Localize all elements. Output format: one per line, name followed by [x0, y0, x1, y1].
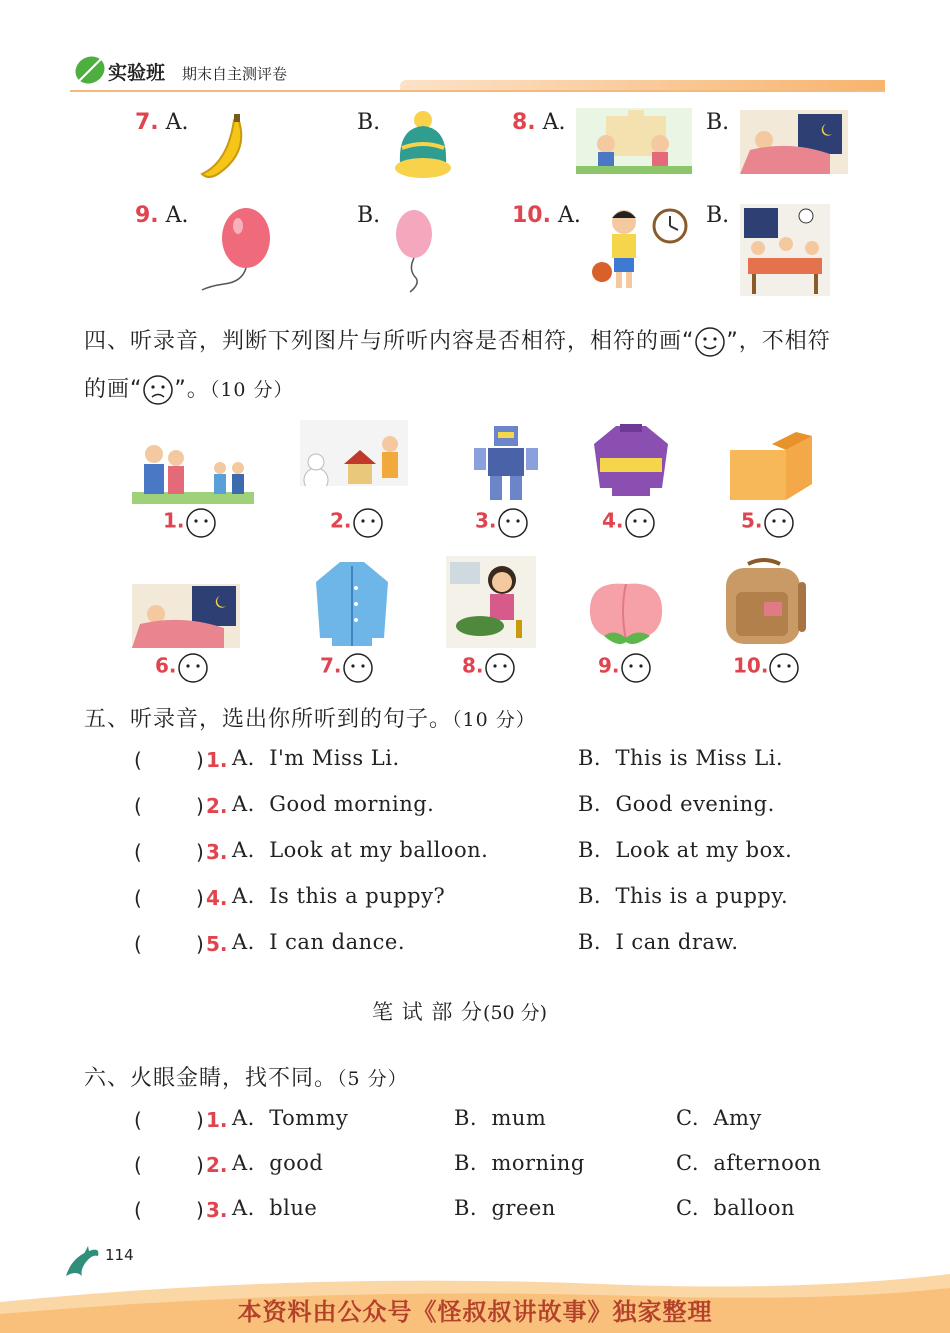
item-number: 2.	[330, 508, 352, 533]
option-b[interactable]: B. This is Miss Li.	[578, 746, 784, 770]
judge-item-3	[475, 507, 529, 539]
option-a-label: A.	[542, 110, 566, 135]
section-6-heading	[84, 1061, 408, 1092]
snow-scene-icon	[300, 420, 408, 500]
section-4-heading-line2	[84, 372, 294, 406]
blank-face-icon[interactable]	[763, 507, 795, 539]
section-5-points: （10 分）	[452, 709, 536, 731]
judge-item-2	[330, 507, 384, 539]
item-number: 5.	[741, 508, 763, 533]
family-dinner-icon[interactable]	[740, 204, 830, 296]
odd-one-row-1	[134, 1106, 854, 1136]
option-a-label: A.	[557, 203, 581, 228]
sentence-row-5	[134, 930, 854, 960]
section-4-points: （10 分）	[209, 379, 294, 401]
blank-face-icon[interactable]	[352, 507, 384, 539]
section-4-heading	[84, 324, 864, 358]
coat-icon	[312, 558, 392, 648]
item-number: 6.	[155, 653, 177, 678]
blank-face-icon[interactable]	[185, 507, 217, 539]
hat-icon[interactable]	[390, 108, 456, 184]
judge-item-8	[462, 652, 516, 684]
option-b[interactable]: B. I can draw.	[578, 930, 739, 954]
blank-face-icon[interactable]	[484, 652, 516, 684]
odd-one-row-2	[134, 1151, 854, 1181]
answer-paren-close: )	[196, 1108, 204, 1132]
question-number: 8.	[512, 110, 536, 135]
peach-icon	[584, 570, 668, 648]
question-number: 3.	[206, 1198, 228, 1222]
header-bar	[70, 52, 885, 92]
judge-item-9	[598, 652, 652, 684]
option-b[interactable]: B. green	[454, 1196, 556, 1220]
judge-item-6	[155, 652, 209, 684]
question-number: 9.	[135, 203, 159, 228]
option-c[interactable]: C. Amy	[676, 1106, 762, 1130]
section-4-title-part2: ”，不相符	[726, 329, 831, 354]
section-4-title-part4: ”。	[174, 377, 210, 402]
section-4-title-part1: 四、听录音，判断下列图片与所听内容是否相符，相符的画“	[84, 329, 695, 354]
question-8	[512, 110, 566, 135]
section-5-title: 五、听录音，选出你所听到的句子。	[84, 707, 453, 732]
option-a[interactable]: A. Tommy	[232, 1106, 349, 1130]
option-a[interactable]: A. Look at my balloon.	[232, 838, 489, 862]
sentence-number: 4.	[206, 886, 228, 910]
banana-icon[interactable]	[198, 112, 258, 184]
section-6-title: 六、火眼金睛，找不同。	[84, 1066, 338, 1091]
question-number: 1.	[206, 1108, 228, 1132]
blank-face-icon[interactable]	[497, 507, 529, 539]
answer-paren-open[interactable]: (	[134, 794, 142, 818]
answer-paren-open[interactable]: (	[134, 748, 142, 772]
option-a[interactable]: A. Good morning.	[232, 792, 435, 816]
sentence-row-1	[134, 746, 854, 776]
blank-face-icon[interactable]	[620, 652, 652, 684]
question-7	[135, 110, 189, 135]
girl-in-bed-icon[interactable]	[740, 110, 848, 174]
judge-item-10	[733, 652, 800, 684]
odd-one-row-3	[134, 1196, 854, 1226]
answer-paren-close: )	[196, 748, 204, 772]
written-part-points: (50 分)	[483, 1002, 548, 1024]
smiley-face-icon	[694, 326, 726, 358]
pink-balloon-icon[interactable]	[390, 204, 440, 294]
header-rule	[70, 90, 885, 92]
option-b[interactable]: B. morning	[454, 1151, 585, 1175]
red-balloon-icon[interactable]	[198, 202, 278, 294]
schoolbag-icon	[718, 558, 810, 648]
option-b[interactable]: B. This is a puppy.	[578, 884, 789, 908]
sentence-row-4	[134, 884, 854, 914]
option-b[interactable]: B. Look at my box.	[578, 838, 793, 862]
leaf-logo-icon	[72, 52, 108, 88]
answer-paren-open[interactable]: (	[134, 1153, 142, 1177]
option-b[interactable]: B. Good evening.	[578, 792, 775, 816]
footer-banner-text: 本资料由公众号《怪叔叔讲故事》独家整理	[237, 1298, 713, 1326]
page-number: 114	[105, 1246, 134, 1264]
question-10-option-b: B.	[706, 203, 730, 228]
blank-face-icon[interactable]	[342, 652, 374, 684]
sentence-number: 5.	[206, 932, 228, 956]
item-number: 7.	[320, 653, 342, 678]
question-9	[135, 203, 189, 228]
school-kids-icon[interactable]	[576, 108, 692, 174]
answer-paren-open[interactable]: (	[134, 840, 142, 864]
answer-paren-close: )	[196, 794, 204, 818]
answer-paren-close: )	[196, 840, 204, 864]
answer-paren-open[interactable]: (	[134, 1108, 142, 1132]
sentence-number: 3.	[206, 840, 228, 864]
header-subtitle: 期末自主测评卷	[182, 65, 288, 83]
sentence-number: 1.	[206, 748, 228, 772]
boy-clock-icon[interactable]	[590, 204, 690, 294]
option-c[interactable]: C. balloon	[676, 1196, 796, 1220]
option-a-label: A.	[165, 110, 189, 135]
written-part-title: 笔 试 部 分	[372, 1000, 484, 1024]
woman-cooking-icon	[446, 556, 536, 648]
section-4-title-part3: 的画“	[84, 377, 143, 402]
blank-face-icon[interactable]	[768, 652, 800, 684]
answer-paren-open[interactable]: (	[134, 1198, 142, 1222]
judge-item-7	[320, 652, 374, 684]
box-icon	[726, 432, 816, 502]
blank-face-icon[interactable]	[624, 507, 656, 539]
answer-paren-close: )	[196, 1198, 204, 1222]
header-accent-stripe	[400, 80, 885, 90]
section-6-points: （5 分）	[337, 1068, 408, 1090]
option-b[interactable]: B. mum	[454, 1106, 547, 1130]
item-number: 8.	[462, 653, 484, 678]
question-7-option-b: B.	[357, 110, 381, 135]
item-number: 1.	[163, 508, 185, 533]
question-number: 7.	[135, 110, 159, 135]
option-a[interactable]: A. I'm Miss Li.	[232, 746, 400, 770]
item-number: 10.	[733, 653, 769, 678]
brand-name: 实验班	[108, 62, 166, 84]
question-9-option-b: B.	[357, 203, 381, 228]
judge-item-1	[163, 507, 217, 539]
item-number: 3.	[475, 508, 497, 533]
item-number: 9.	[598, 653, 620, 678]
section-5-heading	[84, 702, 536, 733]
sad-face-icon	[142, 374, 174, 406]
judge-item-4	[602, 507, 656, 539]
question-number: 10.	[512, 203, 551, 228]
option-a[interactable]: A. good	[232, 1151, 324, 1175]
answer-paren-close: )	[196, 1153, 204, 1177]
judge-item-5	[741, 507, 795, 539]
robot-icon	[470, 424, 542, 502]
sentence-row-3	[134, 838, 854, 868]
sentence-number: 2.	[206, 794, 228, 818]
sentence-row-2	[134, 792, 854, 822]
question-number: 2.	[206, 1153, 228, 1177]
answer-paren-close: )	[196, 932, 204, 956]
written-part-heading	[372, 996, 547, 1026]
item-number: 4.	[602, 508, 624, 533]
answer-paren-open[interactable]: (	[134, 932, 142, 956]
question-10	[512, 203, 581, 228]
option-a-label: A.	[165, 203, 189, 228]
family-greeting-icon	[132, 440, 254, 504]
question-8-option-b: B.	[706, 110, 730, 135]
option-a[interactable]: A. I can dance.	[232, 930, 405, 954]
girl-sleeping-icon	[132, 584, 240, 648]
option-a[interactable]: A. blue	[232, 1196, 318, 1220]
option-c[interactable]: C. afternoon	[676, 1151, 822, 1175]
answer-paren-close: )	[196, 886, 204, 910]
sweater-icon	[590, 422, 672, 498]
option-a[interactable]: A. Is this a puppy?	[232, 884, 446, 908]
answer-paren-open[interactable]: (	[134, 886, 142, 910]
blank-face-icon[interactable]	[177, 652, 209, 684]
